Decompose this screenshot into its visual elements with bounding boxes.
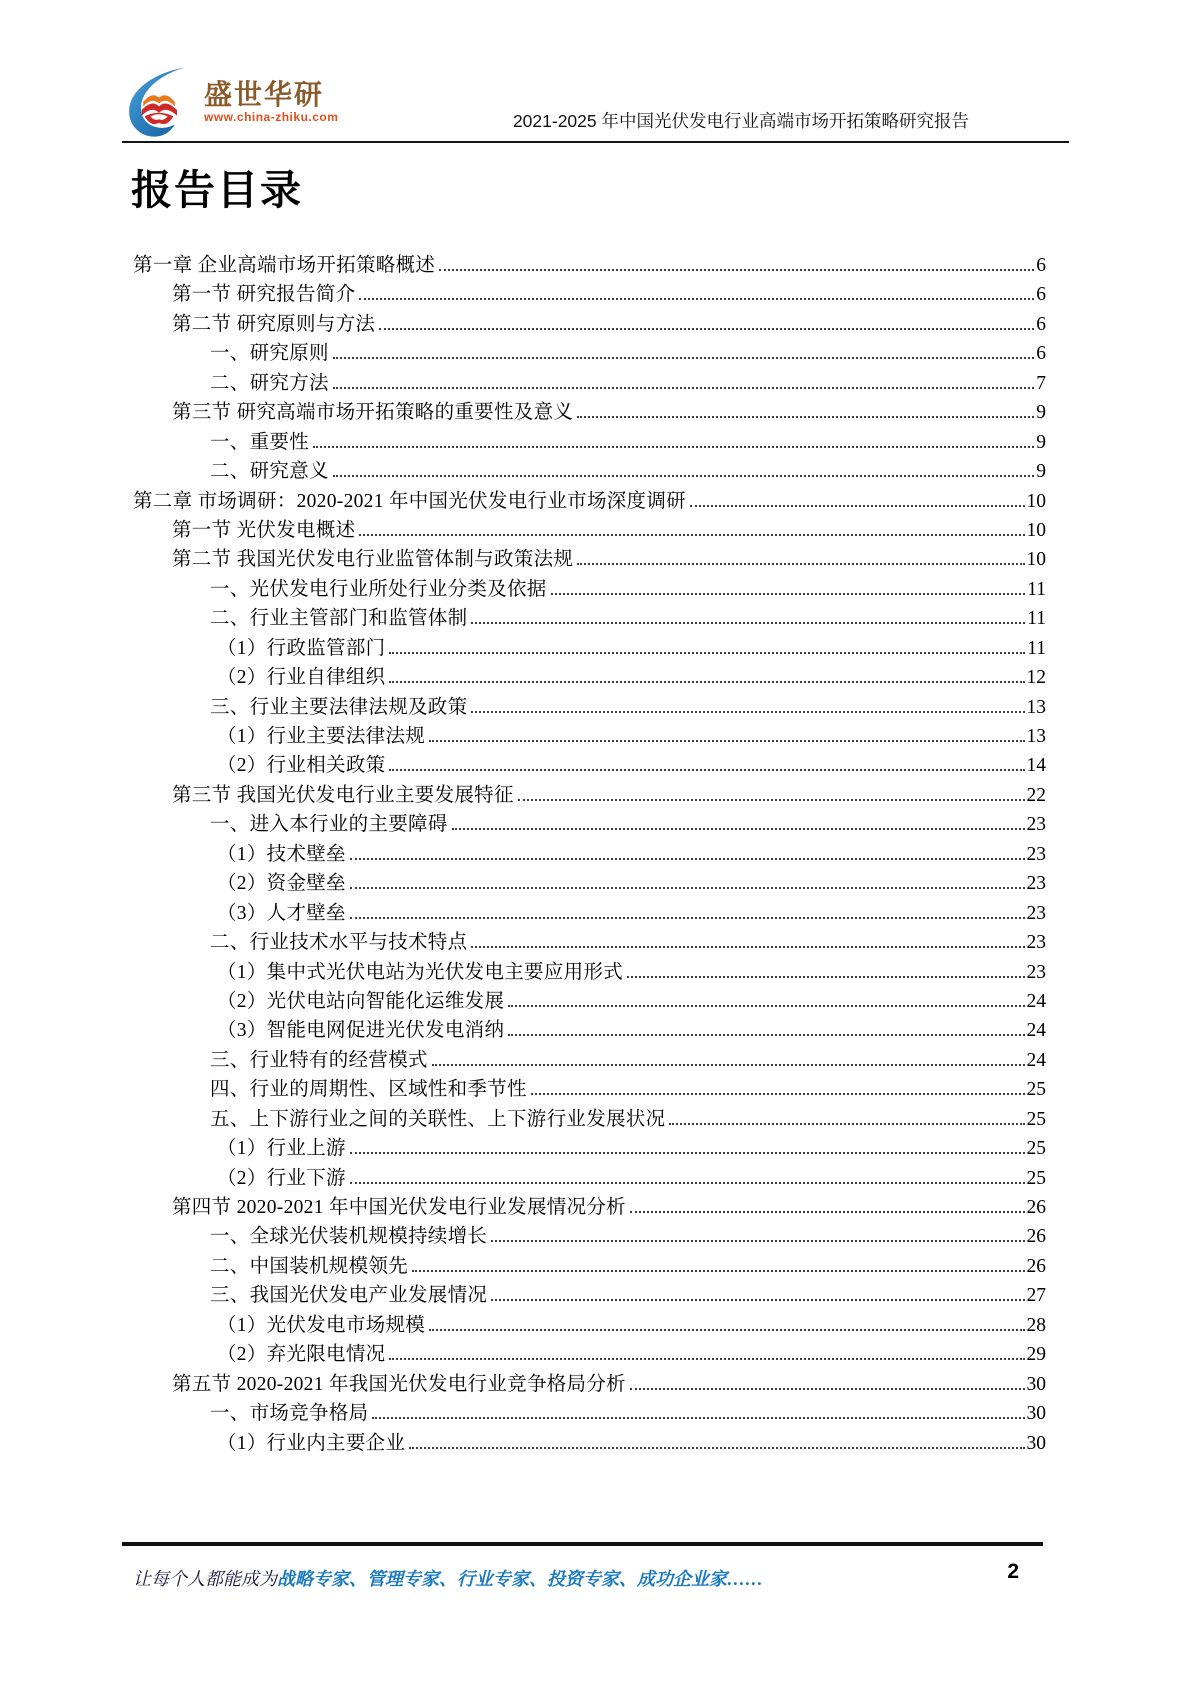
brand-url: www.china-zhiku.com <box>204 110 339 125</box>
toc-entry-page: 30 <box>1026 1373 1046 1395</box>
dot-leader <box>491 1240 1024 1242</box>
toc-entry[interactable] <box>122 1250 1046 1279</box>
dot-leader <box>409 1447 1024 1449</box>
dot-leader <box>350 887 1025 889</box>
toc-entry-title: 第一节 光伏发电概述 <box>172 519 356 541</box>
toc-entry[interactable] <box>122 485 1046 514</box>
toc-entry-page: 30 <box>1026 1403 1046 1425</box>
toc-entry-page: 24 <box>1026 1049 1046 1071</box>
brand-logo-icon <box>122 66 196 138</box>
toc-entry-page: 10 <box>1026 519 1046 541</box>
toc-entry-page: 7 <box>1036 372 1046 394</box>
toc-entry-page: 12 <box>1026 667 1046 689</box>
dot-leader <box>439 269 1034 271</box>
toc-entry-title: 四、行业的周期性、区域性和季节性 <box>210 1079 527 1101</box>
toc-entry[interactable] <box>122 1279 1046 1308</box>
footer-slogan <box>133 1565 763 1591</box>
toc-entry[interactable] <box>122 1044 1046 1073</box>
dot-leader <box>577 416 1034 418</box>
toc-entry-title: （1）行政监管部门 <box>217 637 386 659</box>
toc-entry-title: （2）资金壁垒 <box>217 873 346 895</box>
toc-entry[interactable] <box>122 749 1046 778</box>
dot-leader <box>551 593 1026 595</box>
toc-entry-page: 24 <box>1026 990 1046 1012</box>
brand-text-block <box>204 80 338 125</box>
toc-entry-title: 第二章 市场调研：2020-2021 年中国光伏发电行业市场深度调研 <box>133 490 686 512</box>
dot-leader <box>313 446 1034 448</box>
dot-leader <box>630 1211 1025 1213</box>
toc-entry[interactable] <box>122 661 1046 690</box>
toc-entry-page: 23 <box>1026 932 1046 954</box>
toc-entry-page: 23 <box>1026 902 1046 924</box>
toc-entry-title: （1）行业内主要企业 <box>217 1432 406 1454</box>
toc-entry-title: 五、上下游行业之间的关联性、上下游行业发展状况 <box>210 1108 666 1130</box>
toc-entry-page: 6 <box>1036 313 1046 335</box>
toc-entry-page: 6 <box>1036 284 1046 306</box>
toc-entry-title: 三、行业特有的经营模式 <box>210 1049 428 1071</box>
toc-entry[interactable] <box>122 396 1046 425</box>
toc-entry[interactable] <box>122 308 1046 337</box>
toc-entry-page: 13 <box>1026 696 1046 718</box>
toc-entry-page: 23 <box>1026 873 1046 895</box>
dot-leader <box>471 946 1024 948</box>
toc-entry[interactable] <box>122 779 1046 808</box>
toc-list <box>122 249 1046 1456</box>
toc-entry[interactable] <box>122 985 1046 1014</box>
toc-entry-page: 9 <box>1036 402 1046 424</box>
dot-leader <box>359 534 1024 536</box>
dot-leader <box>471 622 1025 624</box>
toc-entry[interactable] <box>122 1427 1046 1456</box>
dot-leader <box>389 769 1024 771</box>
toc-entry-title: 第五节 2020-2021 年我国光伏发电行业竞争格局分析 <box>172 1373 626 1395</box>
toc-entry[interactable] <box>122 1162 1046 1191</box>
toc-entry-title: 第一章 企业高端市场开拓策略概述 <box>133 255 436 276</box>
toc-entry-page: 25 <box>1026 1167 1046 1189</box>
toc-entry[interactable] <box>122 867 1046 896</box>
dot-leader <box>350 917 1025 919</box>
dot-leader <box>432 1064 1025 1066</box>
dot-leader <box>508 1005 1024 1007</box>
toc-entry[interactable] <box>122 897 1046 926</box>
toc-entry-title: 第二节 我国光伏发电行业监管体制与政策法规 <box>172 549 574 571</box>
toc-entry[interactable] <box>122 573 1046 602</box>
toc-entry[interactable] <box>122 838 1046 867</box>
page-title: 报告目录 <box>131 167 303 213</box>
toc-entry-page: 28 <box>1026 1314 1046 1336</box>
toc-entry[interactable] <box>122 808 1046 837</box>
toc-entry-title: 第一节 研究报告简介 <box>172 284 356 306</box>
toc-entry-page: 26 <box>1026 1197 1046 1218</box>
toc-entry-page: 23 <box>1026 843 1046 865</box>
toc-entry-title: （1）集中式光伏电站为光伏发电主要应用形式 <box>217 961 624 983</box>
toc-entry-page: 25 <box>1026 1108 1046 1130</box>
toc-entry-page: 23 <box>1026 814 1046 836</box>
toc-entry-page: 13 <box>1026 726 1046 747</box>
dot-leader <box>389 652 1025 654</box>
dot-leader <box>333 475 1034 477</box>
toc-entry[interactable] <box>122 1073 1046 1102</box>
toc-entry-title: （1）行业上游 <box>217 1138 346 1160</box>
toc-entry[interactable] <box>122 1220 1046 1249</box>
toc-entry[interactable] <box>122 367 1046 396</box>
report-title: 2021-2025 年中国光伏发电行业高端市场开拓策略研究报告 <box>512 111 969 131</box>
toc-entry-title: 三、我国光伏发电产业发展情况 <box>210 1285 488 1307</box>
toc-entry-page: 10 <box>1026 490 1046 512</box>
toc-entry[interactable] <box>122 1014 1046 1043</box>
dot-leader <box>452 828 1025 830</box>
toc-entry[interactable] <box>122 1338 1046 1367</box>
dot-leader <box>389 681 1024 683</box>
toc-entry-page: 9 <box>1036 461 1046 483</box>
toc-entry-page: 11 <box>1027 608 1046 630</box>
toc-entry-page: 23 <box>1026 961 1046 983</box>
dot-leader <box>429 740 1024 742</box>
dot-leader <box>359 298 1034 300</box>
dot-leader <box>508 1034 1024 1036</box>
company-logo <box>122 66 338 138</box>
toc-entry[interactable] <box>122 426 1046 455</box>
toc-entry-title: 第三节 我国光伏发电行业主要发展特征 <box>172 784 514 806</box>
toc-entry[interactable] <box>122 543 1046 572</box>
toc-entry[interactable] <box>122 1132 1046 1161</box>
toc-entry-page: 9 <box>1036 431 1046 453</box>
toc-entry-title: 一、市场竞争格局 <box>210 1403 369 1425</box>
dot-leader <box>471 711 1024 713</box>
toc-entry-title: 二、行业技术水平与技术特点 <box>210 932 468 954</box>
toc-entry[interactable] <box>122 1397 1046 1426</box>
dot-leader <box>412 1270 1024 1272</box>
toc-entry[interactable] <box>122 720 1046 749</box>
toc-entry-page: 14 <box>1026 755 1046 777</box>
toc-entry-title: 第三节 研究高端市场开拓策略的重要性及意义 <box>172 402 574 424</box>
dot-leader <box>630 1388 1025 1390</box>
toc-entry-title: 二、中国装机规模领先 <box>210 1255 409 1277</box>
dot-leader <box>350 1152 1025 1154</box>
toc-entry-title: 第二节 研究原则与方法 <box>172 313 376 335</box>
toc-entry-title: （2）弃光限电情况 <box>217 1344 386 1366</box>
toc-entry-page: 24 <box>1026 1020 1046 1042</box>
toc-entry[interactable] <box>122 514 1046 543</box>
toc-entry-page: 11 <box>1027 578 1046 600</box>
toc-entry-title: 一、重要性 <box>210 431 310 453</box>
toc-entry-title: （1）行业主要法律法规 <box>217 726 426 747</box>
toc-entry-title: 一、进入本行业的主要障碍 <box>210 814 448 836</box>
dot-leader <box>577 563 1024 565</box>
toc-entry-page: 6 <box>1036 255 1046 276</box>
dot-leader <box>627 976 1024 978</box>
toc-entry-title: 三、行业主要法律法规及政策 <box>210 696 468 718</box>
toc-entry[interactable] <box>122 691 1046 720</box>
dot-leader <box>333 387 1034 389</box>
toc-entry-page: 25 <box>1026 1138 1046 1160</box>
toc-entry-page: 29 <box>1026 1344 1046 1366</box>
toc-entry[interactable] <box>122 602 1046 631</box>
footer-divider <box>122 1542 1043 1546</box>
toc-entry[interactable] <box>122 249 1046 278</box>
toc-entry[interactable] <box>122 337 1046 366</box>
toc-entry-title: （2）行业自律组织 <box>217 667 386 689</box>
toc-entry-title: 一、全球光伏装机规模持续增长 <box>210 1226 488 1248</box>
dot-leader <box>350 1182 1025 1184</box>
toc-entry-page: 27 <box>1026 1285 1046 1307</box>
dot-leader <box>372 1417 1024 1419</box>
toc-entry-title: （2）行业下游 <box>217 1167 346 1189</box>
toc-entry-title: （1）光伏发电市场规模 <box>217 1314 426 1336</box>
toc-entry-title: （2）行业相关政策 <box>217 755 386 777</box>
toc-entry-page: 10 <box>1026 549 1046 571</box>
dot-leader <box>389 1358 1024 1360</box>
toc-entry-title: （2）光伏电站向智能化运维发展 <box>217 990 505 1012</box>
toc-entry-title: 第四节 2020-2021 年中国光伏发电行业发展情况分析 <box>172 1197 626 1218</box>
dot-leader <box>379 328 1034 330</box>
dot-leader <box>531 1093 1025 1095</box>
toc-entry-title: 二、研究意义 <box>210 461 329 483</box>
toc-entry-page: 25 <box>1026 1079 1046 1101</box>
toc-entry-page: 30 <box>1026 1432 1046 1454</box>
dot-leader <box>350 858 1025 860</box>
dot-leader <box>518 799 1025 801</box>
toc-entry[interactable] <box>122 278 1046 307</box>
page-header <box>122 0 1069 143</box>
toc-entry[interactable] <box>122 1309 1046 1338</box>
toc-entry-page: 26 <box>1026 1226 1046 1248</box>
dot-leader <box>669 1123 1024 1125</box>
dot-leader <box>429 1329 1024 1331</box>
toc-entry-page: 6 <box>1036 343 1046 365</box>
toc-entry-title: （1）技术壁垒 <box>217 843 346 865</box>
toc-entry-title: 一、研究原则 <box>210 343 329 365</box>
toc-entry[interactable] <box>122 1191 1046 1220</box>
toc-entry[interactable] <box>122 455 1046 484</box>
page-number: 2 <box>1007 1560 1019 1583</box>
toc-entry-title: 一、光伏发电行业所处行业分类及依据 <box>210 578 547 600</box>
footer-slogan-prefix: 让每个人都能成为 <box>133 1569 277 1589</box>
dot-leader <box>491 1299 1024 1301</box>
toc-entry[interactable] <box>122 1103 1046 1132</box>
toc-entry-title: 二、行业主管部门和监管体制 <box>210 608 468 630</box>
brand-name: 盛世华研 <box>204 78 325 110</box>
toc-entry-page: 11 <box>1027 637 1046 659</box>
toc-entry[interactable] <box>122 926 1046 955</box>
toc-entry-page: 22 <box>1026 784 1046 806</box>
toc-entry-page: 26 <box>1026 1255 1046 1277</box>
toc-entry-title: （3）人才壁垒 <box>217 902 346 924</box>
dot-leader <box>690 505 1025 507</box>
toc-entry-title: 二、研究方法 <box>210 372 329 394</box>
toc-entry[interactable] <box>122 632 1046 661</box>
dot-leader <box>333 357 1034 359</box>
footer-slogan-highlight: 战略专家、管理专家、行业专家、投资专家、成功企业家…… <box>277 1569 763 1589</box>
toc-entry[interactable] <box>122 1368 1046 1397</box>
toc-entry-title: （3）智能电网促进光伏发电消纳 <box>217 1020 505 1042</box>
toc-entry[interactable] <box>122 956 1046 985</box>
